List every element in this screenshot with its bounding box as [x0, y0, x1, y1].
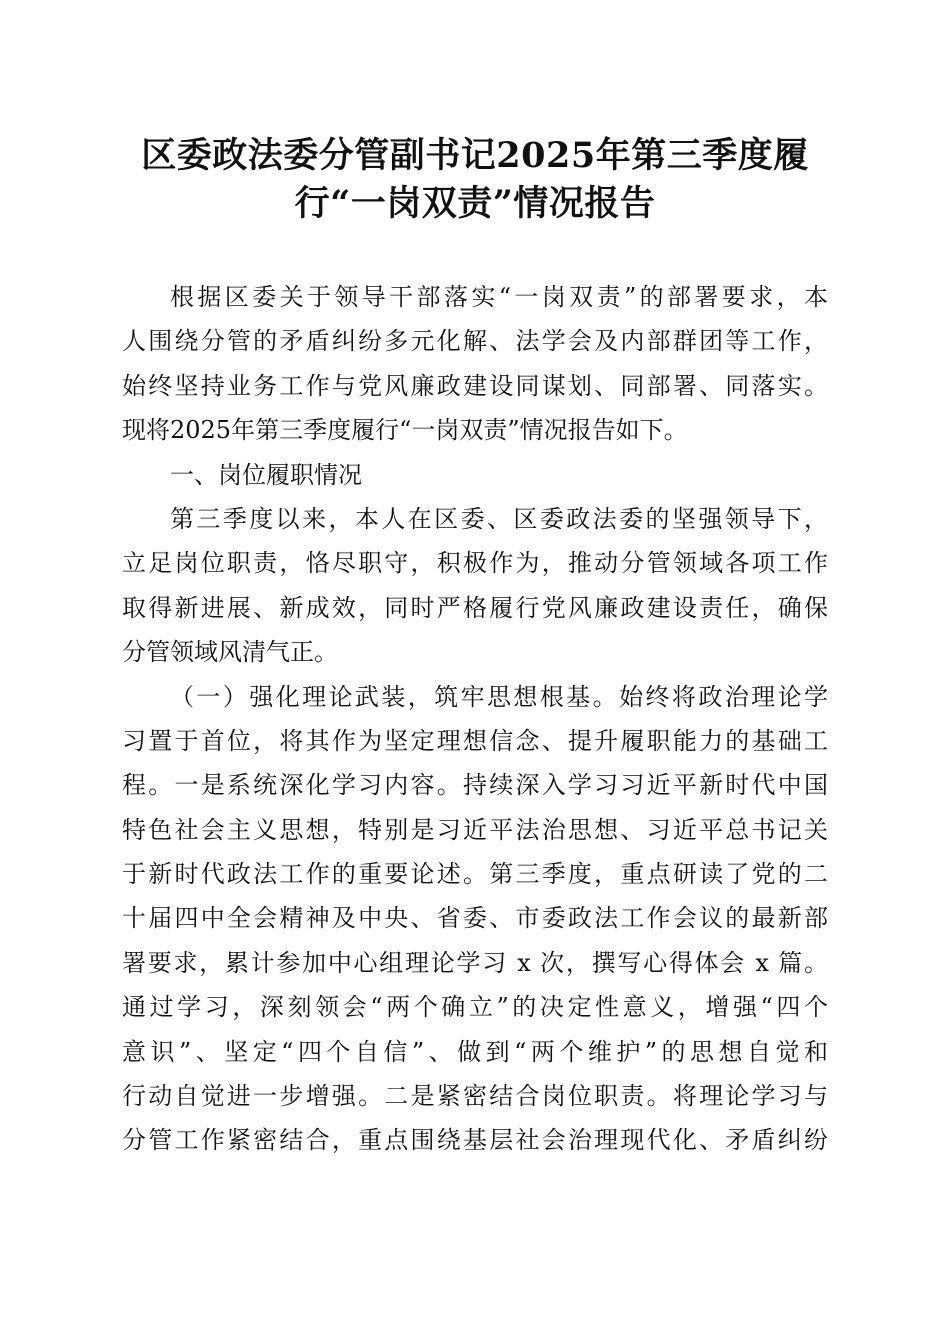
body-text-line: 特色社会主义思想，特别是习近平法治思想、习近平总书记关 [122, 815, 828, 844]
document-title [100, 132, 850, 228]
body-text-line: 始终坚持业务工作与党风廉政建设同谋划、同部署、同落实。 [122, 371, 828, 400]
body-text-line: 于新时代政法工作的重要论述。第三季度，重点研读了党的二 [122, 860, 828, 889]
body-text-line: 程。一是系统深化学习内容。持续深入学习习近平新时代中国 [122, 771, 828, 800]
body-text-line: 根据区委关于领导干部落实“一岗双责”的部署要求，本 [170, 283, 828, 311]
body-text-line: 第三季度以来，本人在区委、区委政法委的坚强领导下， [170, 504, 828, 533]
body-text-line: 意识”、坚定“四个自信”、做到“两个维护”的思想自觉和 [122, 1037, 828, 1066]
body-text-line: 十届四中全会精神及中央、省委、市委政法工作会议的最新部 [122, 904, 828, 933]
title-line-2: 行“一岗双责”情况报告 [294, 183, 656, 224]
body-text-line: 人围绕分管的矛盾纠纷多元化解、法学会及内部群团等工作， [122, 327, 828, 356]
document-body [122, 275, 828, 1163]
body-text-line: 取得新进展、新成效，同时严格履行党风廉政建设责任，确保 [122, 593, 828, 622]
section-heading: 一、岗位履职情况 [170, 460, 362, 489]
body-text-line: 通过学习，深刻领会“两个确立”的决定性意义，增强“四个 [122, 993, 828, 1022]
body-text-line: 习置于首位，将其作为坚定理想信念、提升履职能力的基础工 [122, 726, 828, 755]
body-text-line: （一）强化理论武装，筑牢思想根基。始终将政治理论学 [170, 682, 828, 711]
body-text-line: 行动自觉进一步增强。二是紧密结合岗位职责。将理论学习与 [122, 1082, 828, 1111]
body-text-line: 署要求，累计参加中心组理论学习 x 次，撰写心得体会 x 篇。 [122, 948, 828, 977]
body-text-line: 立足岗位职责，恪尽职守，积极作为，推动分管领域各项工作 [122, 549, 828, 578]
title-line-1: 区委政法委分管副书记2025年第三季度履 [141, 135, 809, 176]
body-text-line: 现将2025年第三季度履行“一岗双责”情况报告如下。 [122, 416, 688, 445]
body-text-line: 分管工作紧密结合，重点围绕基层社会治理现代化、矛盾纠纷 [122, 1126, 828, 1155]
body-text-line: 分管领域风清气正。 [122, 638, 338, 667]
